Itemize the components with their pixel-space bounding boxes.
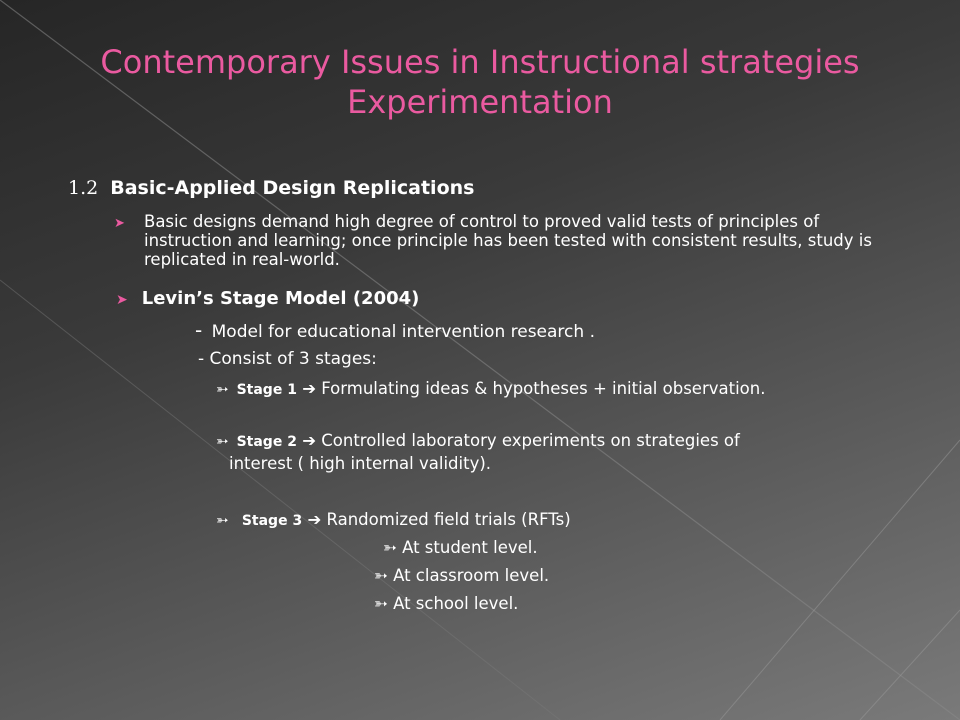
- stage-3-item: [216, 509, 571, 532]
- stage-2-text: Controlled laboratory experiments on strategies of: [321, 431, 740, 450]
- hollow-arrow-icon: ➳: [216, 380, 229, 398]
- dash-item-model: [195, 320, 595, 343]
- bullet-basic-designs-text: Basic designs demand high degree of control to proved valid tests of principles of instruction and learning; once principle has been tested with consistent results, study is replicated in real-world.: [144, 212, 872, 269]
- stage-1-item: [216, 378, 765, 401]
- levin-heading: Levin’s Stage Model (2004): [141, 288, 420, 309]
- bullet-levin-model: [116, 288, 419, 311]
- stage-1-text: Formulating ideas & hypotheses + initial observation.: [321, 379, 766, 398]
- hollow-arrow-icon: ➳: [374, 566, 388, 585]
- stage-2-name: Stage 2: [236, 434, 297, 450]
- dash-item-model-text: Model for educational intervention research .: [211, 322, 595, 342]
- bullet-basic-designs: [114, 212, 908, 269]
- stage-2-text-continued: interest ( high internal validity).: [229, 454, 492, 473]
- stage-3-text: Randomized field trials (RFTs): [326, 510, 571, 529]
- section-heading-text: Basic-Applied Design Replications: [110, 177, 475, 199]
- stage-3-sub-student: [383, 537, 538, 558]
- pink-arrowhead-icon: ➤: [116, 292, 128, 308]
- right-arrow-icon: ➔: [307, 510, 322, 529]
- right-arrow-icon: ➔: [302, 379, 317, 398]
- section-number: 1.2: [68, 177, 99, 199]
- stage-3-sub-classroom: [374, 565, 549, 586]
- stage-3-sub-school: [374, 593, 518, 614]
- stage-3-name: Stage 3: [241, 513, 303, 529]
- stage-3-sub-school-text: At school level.: [393, 594, 519, 613]
- stage-3-sub-classroom-text: At classroom level.: [393, 566, 550, 585]
- hollow-arrow-icon: ➳: [216, 511, 229, 529]
- section-heading: [68, 178, 474, 199]
- right-arrow-icon: ➔: [302, 431, 317, 450]
- dash-item-stages: - Consist of 3 stages:: [198, 349, 377, 369]
- hollow-arrow-icon: ➳: [383, 538, 397, 557]
- title-line-2: Experimentation: [347, 83, 613, 121]
- hollow-arrow-icon: ➳: [374, 594, 388, 613]
- title-line-1: Contemporary Issues in Instructional strategies: [100, 43, 860, 81]
- pink-arrowhead-icon: ➤: [114, 216, 125, 231]
- stage-3-sub-student-text: At student level.: [402, 538, 538, 557]
- stage-2-item: [216, 430, 740, 453]
- dash-marker: -: [195, 318, 203, 342]
- hollow-arrow-icon: ➳: [216, 432, 229, 450]
- stage-1-name: Stage 1: [236, 382, 297, 398]
